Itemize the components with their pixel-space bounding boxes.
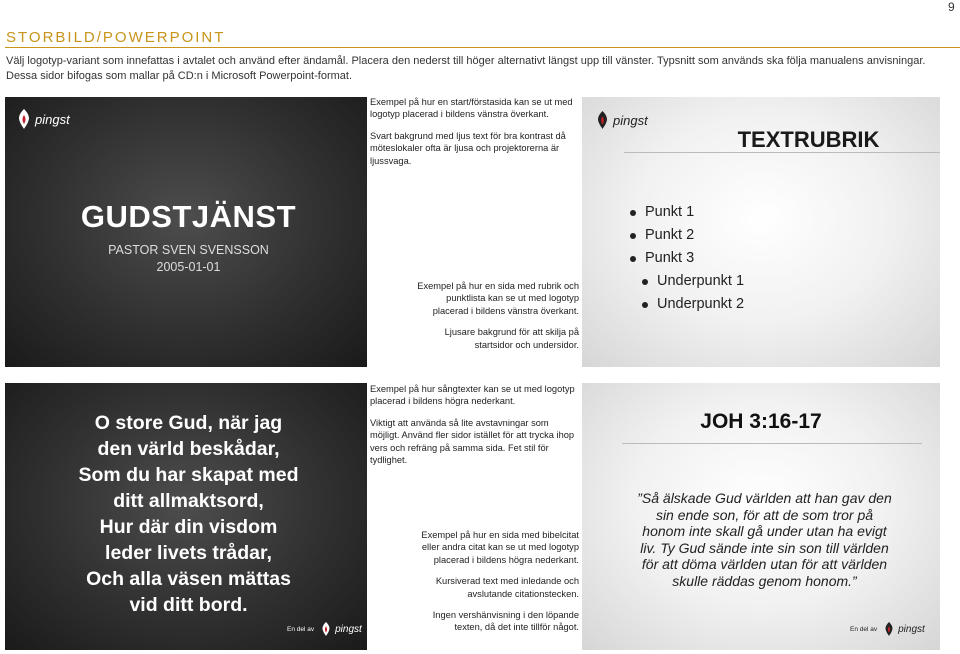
slide-title: JOH 3:16-17 <box>700 410 822 433</box>
logo-text: pingst <box>613 112 648 128</box>
note-paragraph: Exempel på hur en start/förstasida kan se ut med logotyp placerad i bildens vänstra överkant. <box>370 97 573 120</box>
bullet-item <box>630 201 744 224</box>
bullet-dot-icon <box>630 256 636 262</box>
bullet-text: Punkt 1 <box>645 204 695 220</box>
bullet-text: Underpunkt 2 <box>657 296 745 312</box>
bullet-dot-icon <box>630 210 636 216</box>
slide-quote-example <box>582 383 940 650</box>
flame-icon <box>17 109 31 129</box>
note-list-slide <box>412 280 579 360</box>
lyrics-line: ditt allmaktsord, <box>113 490 264 512</box>
bullet-item <box>630 224 744 247</box>
intro-text <box>6 54 946 83</box>
pingst-logo <box>17 109 70 129</box>
note-lyrics-slide <box>370 383 580 475</box>
note-paragraph: Kursiverad text med inledande och avslutande citationstecken. <box>435 576 579 599</box>
subbullet-item <box>630 270 744 293</box>
quote-line: liv. Ty Gud sände inte sin son till världen <box>640 539 889 556</box>
quote-line: för att döma världen utan för att världen <box>641 556 888 572</box>
slide-list-example <box>582 97 940 367</box>
bullet-dot-icon <box>642 302 648 308</box>
quote-line: skulle räddas genom honom.” <box>672 572 857 589</box>
slide-start-example <box>5 97 367 367</box>
note-start-slide <box>370 96 580 176</box>
bullet-dot-icon <box>642 279 648 285</box>
slide-subtitle: PASTOR SVEN SVENSSON <box>108 243 269 257</box>
logo-text: pingst <box>35 111 70 127</box>
quote-line: ”Så älskade Gud världen att han gav den <box>637 490 892 506</box>
note-quote-slide <box>405 529 579 643</box>
bullet-text: Punkt 3 <box>645 250 695 266</box>
bullet-text: Underpunkt 1 <box>657 273 745 289</box>
lyrics-line: leder livets trådar, <box>105 542 272 564</box>
note-paragraph: Viktigt att använda så lite avstavningar som möjligt. Använd fler sidor istället för att trycka ihop vers och refräng på samma sida. Fet stil för tydlighet. <box>370 417 575 466</box>
note-paragraph: Exempel på hur en sida med bibelcitat eller andra citat kan se ut med logotyp placerad i bildens högra nederkant. <box>421 530 579 565</box>
lyrics-line: Som du har skapat med <box>78 464 299 486</box>
note-paragraph: Exempel på hur sångtexter kan se ut med logotyp placerad i bildens högra nederkant. <box>370 384 575 407</box>
logo-text: pingst <box>335 623 362 635</box>
section-title: STORBILD/POWERPOINT <box>6 29 226 46</box>
bible-quote <box>612 490 917 589</box>
slide-title: GUDSTJÄNST <box>80 199 297 234</box>
intro-line-2: Dessa sidor bifogas som mallar på CD:n i Microsoft Powerpoint-format. <box>6 69 353 82</box>
lyrics-line: Hur där din visdom <box>99 516 278 538</box>
quote-line: sin ende son, för att de som tror på <box>655 506 874 523</box>
lyrics-line: Och alla väsen mättas <box>86 568 291 590</box>
note-paragraph: Ingen vershänvisning i den löpande texten, då det inte tillför något. <box>432 610 579 633</box>
slide-lyrics-example <box>5 383 367 650</box>
bullet-item <box>630 247 744 270</box>
note-paragraph: Exempel på hur en sida med rubrik och punktlista kan se ut med logotyp placerad i bildens vänstra överkant. <box>417 281 579 316</box>
lyrics-line: vid ditt bord. <box>129 594 248 616</box>
page-number: 9 <box>948 0 955 14</box>
pingst-logo <box>850 622 925 636</box>
intro-line-1: Välj logotyp-variant som innefattas i avtalet och använd efter ändamål. Placera den nederst till höger alternativt längst upp till vänster. Typsnitt som används ska följa manualens anvisningar. <box>6 55 926 67</box>
flame-icon <box>884 622 894 636</box>
pingst-logo <box>287 622 362 636</box>
note-paragraph: Ljusare bakgrund för att skilja på startsidor och undersidor. <box>444 327 579 350</box>
title-divider <box>624 152 940 153</box>
bullet-dot-icon <box>630 233 636 239</box>
lyrics-line: den värld beskådar, <box>97 438 280 460</box>
bullet-list <box>630 201 744 316</box>
lyrics-line: O store Gud, när jag <box>94 412 283 434</box>
lyrics-text <box>15 410 362 618</box>
slide-title: TEXTRUBRIK <box>737 127 880 152</box>
flame-icon <box>321 622 331 636</box>
logo-prefix: En del av <box>850 625 878 633</box>
logo-text: pingst <box>898 623 925 635</box>
note-paragraph: Svart bakgrund med ljus text för bra kontrast då möteslokaler ofta är ljusa och projektorerna är ljussvaga. <box>370 130 566 166</box>
bullet-text: Punkt 2 <box>645 227 695 243</box>
logo-prefix: En del av <box>287 625 315 633</box>
section-divider <box>5 47 960 48</box>
quote-line: honom inte skall gå under utan ha evigt <box>642 523 887 539</box>
title-divider <box>622 443 922 444</box>
subbullet-item <box>630 293 744 316</box>
slide-date: 2005-01-01 <box>156 260 221 274</box>
